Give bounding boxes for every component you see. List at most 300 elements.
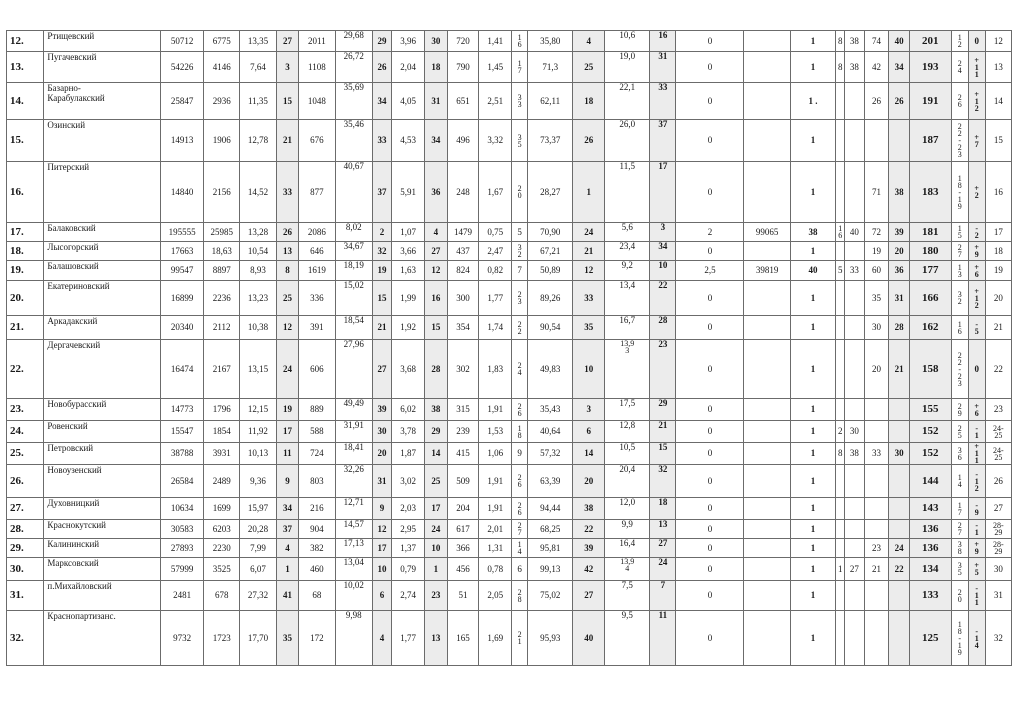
data-cell: 3 5	[951, 558, 968, 581]
data-cell: 2,05	[479, 581, 512, 611]
data-cell	[744, 421, 790, 443]
data-cell: 16	[985, 162, 1011, 223]
district-name: Озинский	[44, 120, 161, 162]
district-name: Балашовский	[44, 261, 161, 281]
data-cell	[864, 120, 889, 162]
data-cell: 32	[650, 465, 676, 498]
data-cell: + 1 2	[968, 281, 985, 316]
data-cell: 1 3	[951, 261, 968, 281]
data-cell: 16,4	[605, 539, 650, 558]
data-cell: 2 2 - 2 3	[951, 340, 968, 399]
data-cell	[889, 498, 909, 520]
data-cell: 824	[447, 261, 479, 281]
data-cell: 165	[447, 611, 479, 666]
data-cell: 21	[372, 316, 391, 340]
data-cell: 28	[889, 316, 909, 340]
data-cell: 34,67	[335, 242, 372, 261]
total-score-cell: 191	[909, 83, 951, 120]
data-cell: 33	[864, 443, 889, 465]
data-cell	[836, 120, 845, 162]
data-cell: 25	[573, 52, 605, 83]
data-cell: 7,99	[240, 539, 276, 558]
data-cell: 391	[299, 316, 335, 340]
row-number: 19.	[7, 261, 44, 281]
data-cell: 17,13	[335, 539, 372, 558]
data-cell: 4	[276, 539, 299, 558]
data-cell: 28- 29	[985, 520, 1011, 539]
data-cell: 18,63	[204, 242, 240, 261]
data-cell: 13,9 4	[605, 558, 650, 581]
data-cell: 50712	[161, 31, 204, 52]
data-cell: 1	[573, 162, 605, 223]
data-cell: 1	[790, 52, 835, 83]
data-cell: 1854	[204, 421, 240, 443]
data-cell: 1 6	[951, 316, 968, 340]
data-cell: + 6	[968, 261, 985, 281]
data-cell: - 5	[968, 316, 985, 340]
data-cell: 720	[447, 31, 479, 52]
data-cell: 28	[424, 340, 447, 399]
data-cell: + 1 1	[968, 52, 985, 83]
data-cell: 17,70	[240, 611, 276, 666]
data-cell	[845, 498, 864, 520]
data-cell: 74	[864, 31, 889, 52]
total-score-cell: 155	[909, 399, 951, 421]
data-cell: 31	[424, 83, 447, 120]
district-name: п.Михайловский	[44, 581, 161, 611]
data-cell: 49,83	[528, 340, 573, 399]
data-cell: 10	[372, 558, 391, 581]
table-row	[7, 539, 1012, 558]
data-cell: + 7	[968, 120, 985, 162]
data-cell: 14,52	[240, 162, 276, 223]
data-cell: + 1 1	[968, 443, 985, 465]
data-cell: 7	[650, 581, 676, 611]
data-cell: 67,21	[528, 242, 573, 261]
data-cell: 3 3	[512, 83, 528, 120]
table-row	[7, 223, 1012, 242]
data-cell	[744, 31, 790, 52]
data-cell: 35,46	[335, 120, 372, 162]
data-cell: 10,54	[240, 242, 276, 261]
data-cell: 38	[424, 399, 447, 421]
data-cell: 38	[845, 31, 864, 52]
data-cell: 0	[676, 399, 744, 421]
data-cell: 904	[299, 520, 335, 539]
district-name: Калининский	[44, 539, 161, 558]
data-cell: 0	[676, 316, 744, 340]
row-number: 24.	[7, 421, 44, 443]
data-cell: 9732	[161, 611, 204, 666]
data-cell: 16	[650, 31, 676, 52]
data-cell: 40	[790, 261, 835, 281]
data-cell: 38	[889, 162, 909, 223]
data-cell: 1 6	[836, 223, 845, 242]
data-cell: 8	[836, 443, 845, 465]
data-cell: 415	[447, 443, 479, 465]
data-cell: 40	[573, 611, 605, 666]
data-cell: 23	[985, 399, 1011, 421]
row-number: 22.	[7, 340, 44, 399]
data-cell: 2,47	[479, 242, 512, 261]
data-cell: 31	[650, 52, 676, 83]
table-row	[7, 162, 1012, 223]
total-score-cell: 187	[909, 120, 951, 162]
data-cell: 21	[985, 316, 1011, 340]
table-row	[7, 316, 1012, 340]
data-cell: 15	[985, 120, 1011, 162]
data-cell: 99,13	[528, 558, 573, 581]
data-cell: 8897	[204, 261, 240, 281]
table-row	[7, 443, 1012, 465]
data-cell	[845, 539, 864, 558]
table-row	[7, 611, 1012, 666]
data-cell: 0	[676, 611, 744, 666]
data-cell: 95,93	[528, 611, 573, 666]
data-cell: 2 7	[951, 242, 968, 261]
data-cell: 2 4	[951, 52, 968, 83]
data-cell: 1	[790, 340, 835, 399]
data-cell: 5	[512, 223, 528, 242]
data-cell: 33	[276, 162, 299, 223]
data-cell: 1,07	[392, 223, 425, 242]
data-cell: 0	[676, 281, 744, 316]
data-cell: 26	[372, 52, 391, 83]
district-name: Дергачевский	[44, 340, 161, 399]
data-cell: 14840	[161, 162, 204, 223]
data-cell: 204	[447, 498, 479, 520]
data-cell: 33	[845, 261, 864, 281]
data-cell: 1	[790, 539, 835, 558]
total-score-cell: 152	[909, 443, 951, 465]
data-cell: 4,53	[392, 120, 425, 162]
data-cell: 1	[790, 498, 835, 520]
data-cell: 0,79	[392, 558, 425, 581]
data-cell: 1	[790, 242, 835, 261]
data-cell: 20,4	[605, 465, 650, 498]
data-cell: - 1 4	[968, 611, 985, 666]
data-cell: 588	[299, 421, 335, 443]
row-number: 14.	[7, 83, 44, 120]
data-cell: 2,5	[676, 261, 744, 281]
data-cell: 38	[845, 443, 864, 465]
row-number: 20.	[7, 281, 44, 316]
data-cell: 25	[424, 465, 447, 498]
data-cell: 19	[276, 399, 299, 421]
data-cell	[836, 498, 845, 520]
data-cell: 16474	[161, 340, 204, 399]
data-cell: 24	[573, 223, 605, 242]
data-cell: 12	[424, 261, 447, 281]
data-cell: 35,80	[528, 31, 573, 52]
data-cell: 10634	[161, 498, 204, 520]
data-cell: 6775	[204, 31, 240, 52]
data-cell: 14,57	[335, 520, 372, 539]
data-cell: 7,5	[605, 581, 650, 611]
data-cell: 11,35	[240, 83, 276, 120]
data-cell: 0,78	[479, 558, 512, 581]
data-cell: 21	[889, 340, 909, 399]
data-cell: 3 2	[951, 281, 968, 316]
data-cell: 15,02	[335, 281, 372, 316]
data-cell: 4146	[204, 52, 240, 83]
district-name: Аркадакский	[44, 316, 161, 340]
data-cell: 20,28	[240, 520, 276, 539]
data-cell	[836, 83, 845, 120]
data-cell: 99065	[744, 223, 790, 242]
data-cell	[845, 340, 864, 399]
data-cell: 3,96	[392, 31, 425, 52]
data-cell: 37	[650, 120, 676, 162]
data-cell: 11,92	[240, 421, 276, 443]
data-cell: - 2	[968, 223, 985, 242]
data-cell: 11,5	[605, 162, 650, 223]
data-cell: 2	[372, 223, 391, 242]
table-row	[7, 83, 1012, 120]
data-cell	[889, 520, 909, 539]
district-name: Ровенский	[44, 421, 161, 443]
data-cell: 1	[790, 465, 835, 498]
data-cell: 19	[864, 242, 889, 261]
data-cell: 1,91	[479, 465, 512, 498]
data-cell: 25847	[161, 83, 204, 120]
data-cell: 51	[447, 581, 479, 611]
data-cell: 676	[299, 120, 335, 162]
data-cell: 8,02	[335, 223, 372, 242]
data-cell: 34	[372, 83, 391, 120]
data-cell	[864, 399, 889, 421]
data-cell: 29	[424, 421, 447, 443]
data-cell: 7	[512, 261, 528, 281]
data-cell: 18,19	[335, 261, 372, 281]
data-cell	[889, 399, 909, 421]
data-cell: 0	[676, 581, 744, 611]
table-row	[7, 340, 1012, 399]
data-cell: 6,07	[240, 558, 276, 581]
row-number: 15.	[7, 120, 44, 162]
data-cell: 11	[276, 443, 299, 465]
data-cell: 1479	[447, 223, 479, 242]
data-cell: 0	[676, 83, 744, 120]
data-cell: 30	[864, 316, 889, 340]
table-row	[7, 498, 1012, 520]
data-cell: 1,37	[392, 539, 425, 558]
data-cell: 19,0	[605, 52, 650, 83]
data-cell: 1	[790, 421, 835, 443]
total-score-cell: 136	[909, 520, 951, 539]
row-number: 25.	[7, 443, 44, 465]
data-cell	[864, 520, 889, 539]
table-row	[7, 465, 1012, 498]
data-cell	[836, 581, 845, 611]
data-cell: 71,3	[528, 52, 573, 83]
data-cell: 3,66	[392, 242, 425, 261]
data-cell: 18	[573, 83, 605, 120]
data-cell	[836, 465, 845, 498]
data-cell: 3 5	[512, 120, 528, 162]
data-cell: 2086	[299, 223, 335, 242]
data-cell: 36	[424, 162, 447, 223]
data-cell: 1619	[299, 261, 335, 281]
data-cell: 2 8	[512, 581, 528, 611]
table-row	[7, 558, 1012, 581]
data-cell: 27	[372, 340, 391, 399]
data-cell: 20	[985, 281, 1011, 316]
data-cell: 13	[424, 611, 447, 666]
data-cell: 28,27	[528, 162, 573, 223]
total-score-cell: 136	[909, 539, 951, 558]
data-cell: 30	[985, 558, 1011, 581]
data-cell: 2 0	[951, 581, 968, 611]
data-cell: 1108	[299, 52, 335, 83]
data-cell	[845, 520, 864, 539]
data-cell: 68	[299, 581, 335, 611]
data-cell: 3 6	[951, 443, 968, 465]
data-cell: 1	[424, 558, 447, 581]
data-cell: 50,89	[528, 261, 573, 281]
data-cell: 606	[299, 340, 335, 399]
data-cell: 195555	[161, 223, 204, 242]
data-cell: 9,98	[335, 611, 372, 666]
data-cell: 20	[573, 465, 605, 498]
data-cell: 10	[424, 539, 447, 558]
district-name: Екатериновский	[44, 281, 161, 316]
data-cell: 23	[424, 581, 447, 611]
data-cell: 1 7	[951, 498, 968, 520]
data-cell	[836, 316, 845, 340]
total-score-cell: 193	[909, 52, 951, 83]
data-cell: - 1 2	[968, 465, 985, 498]
data-cell	[744, 443, 790, 465]
data-cell: 33	[372, 120, 391, 162]
data-cell: 3525	[204, 558, 240, 581]
data-cell: 10,38	[240, 316, 276, 340]
data-cell	[836, 162, 845, 223]
data-cell: 1 8 - 1 9	[951, 611, 968, 666]
data-cell: 336	[299, 281, 335, 316]
data-cell	[744, 340, 790, 399]
data-cell	[889, 421, 909, 443]
data-cell: 889	[299, 399, 335, 421]
data-cell: 239	[447, 421, 479, 443]
data-cell: 60	[864, 261, 889, 281]
total-score-cell: 180	[909, 242, 951, 261]
table-row	[7, 581, 1012, 611]
data-cell: 75,02	[528, 581, 573, 611]
data-cell: 1,87	[392, 443, 425, 465]
data-cell: 12	[372, 520, 391, 539]
data-cell	[836, 399, 845, 421]
data-cell: 20	[864, 340, 889, 399]
data-cell: 2481	[161, 581, 204, 611]
data-cell: 6,02	[392, 399, 425, 421]
data-cell: 9	[276, 465, 299, 498]
data-cell: 31	[372, 465, 391, 498]
data-cell: - 1	[968, 520, 985, 539]
data-cell: 23	[864, 539, 889, 558]
data-cell: 1,63	[392, 261, 425, 281]
data-cell	[744, 498, 790, 520]
data-cell: 24	[889, 539, 909, 558]
data-cell	[744, 52, 790, 83]
data-cell: 2 6	[512, 399, 528, 421]
data-cell: 2 2 - 2 3	[951, 120, 968, 162]
data-cell: 1 2	[951, 31, 968, 52]
data-cell: 1	[790, 162, 835, 223]
data-cell: 70,90	[528, 223, 573, 242]
total-score-cell: 201	[909, 31, 951, 52]
data-cell: 3	[650, 223, 676, 242]
data-cell: 17	[276, 421, 299, 443]
data-cell: 1699	[204, 498, 240, 520]
data-cell: 315	[447, 399, 479, 421]
data-cell	[836, 242, 845, 261]
data-cell: 0	[676, 465, 744, 498]
data-cell: 9	[512, 443, 528, 465]
district-name: Марксовский	[44, 558, 161, 581]
data-cell: 57999	[161, 558, 204, 581]
data-cell: 26,72	[335, 52, 372, 83]
total-score-cell: 134	[909, 558, 951, 581]
data-cell: 0	[676, 520, 744, 539]
data-cell: 9,2	[605, 261, 650, 281]
data-cell: 38	[790, 223, 835, 242]
data-cell: 13,28	[240, 223, 276, 242]
data-cell: 33	[573, 281, 605, 316]
data-cell: 2112	[204, 316, 240, 340]
row-number: 32.	[7, 611, 44, 666]
data-cell: 1,41	[479, 31, 512, 52]
data-cell: 12	[276, 316, 299, 340]
data-cell: 366	[447, 539, 479, 558]
data-cell: 38788	[161, 443, 204, 465]
data-cell	[889, 611, 909, 666]
page-top-margin	[0, 0, 1024, 30]
data-cell: 21	[650, 421, 676, 443]
row-number: 13.	[7, 52, 44, 83]
data-cell: 27	[845, 558, 864, 581]
table-row	[7, 281, 1012, 316]
data-cell: 1,92	[392, 316, 425, 340]
data-cell	[864, 581, 889, 611]
data-cell: 9,36	[240, 465, 276, 498]
data-cell: 8,93	[240, 261, 276, 281]
data-cell: 8	[836, 31, 845, 52]
total-score-cell: 152	[909, 421, 951, 443]
data-cell: 6203	[204, 520, 240, 539]
data-cell: - 1	[968, 421, 985, 443]
data-cell: 14913	[161, 120, 204, 162]
data-cell: 2167	[204, 340, 240, 399]
row-number: 30.	[7, 558, 44, 581]
data-cell: 1	[836, 558, 845, 581]
data-cell: 14773	[161, 399, 204, 421]
data-cell: 2 5	[951, 421, 968, 443]
data-cell: 2 2	[512, 316, 528, 340]
data-cell: 24	[276, 340, 299, 399]
data-cell: 456	[447, 558, 479, 581]
data-cell: 2 7	[951, 520, 968, 539]
data-cell: 95,81	[528, 539, 573, 558]
data-cell: 23,4	[605, 242, 650, 261]
data-cell: 35	[276, 611, 299, 666]
data-cell: 0	[676, 421, 744, 443]
total-score-cell: 183	[909, 162, 951, 223]
data-cell: 13,4	[605, 281, 650, 316]
data-cell: 1048	[299, 83, 335, 120]
row-number: 29.	[7, 539, 44, 558]
data-cell: 4	[573, 31, 605, 52]
